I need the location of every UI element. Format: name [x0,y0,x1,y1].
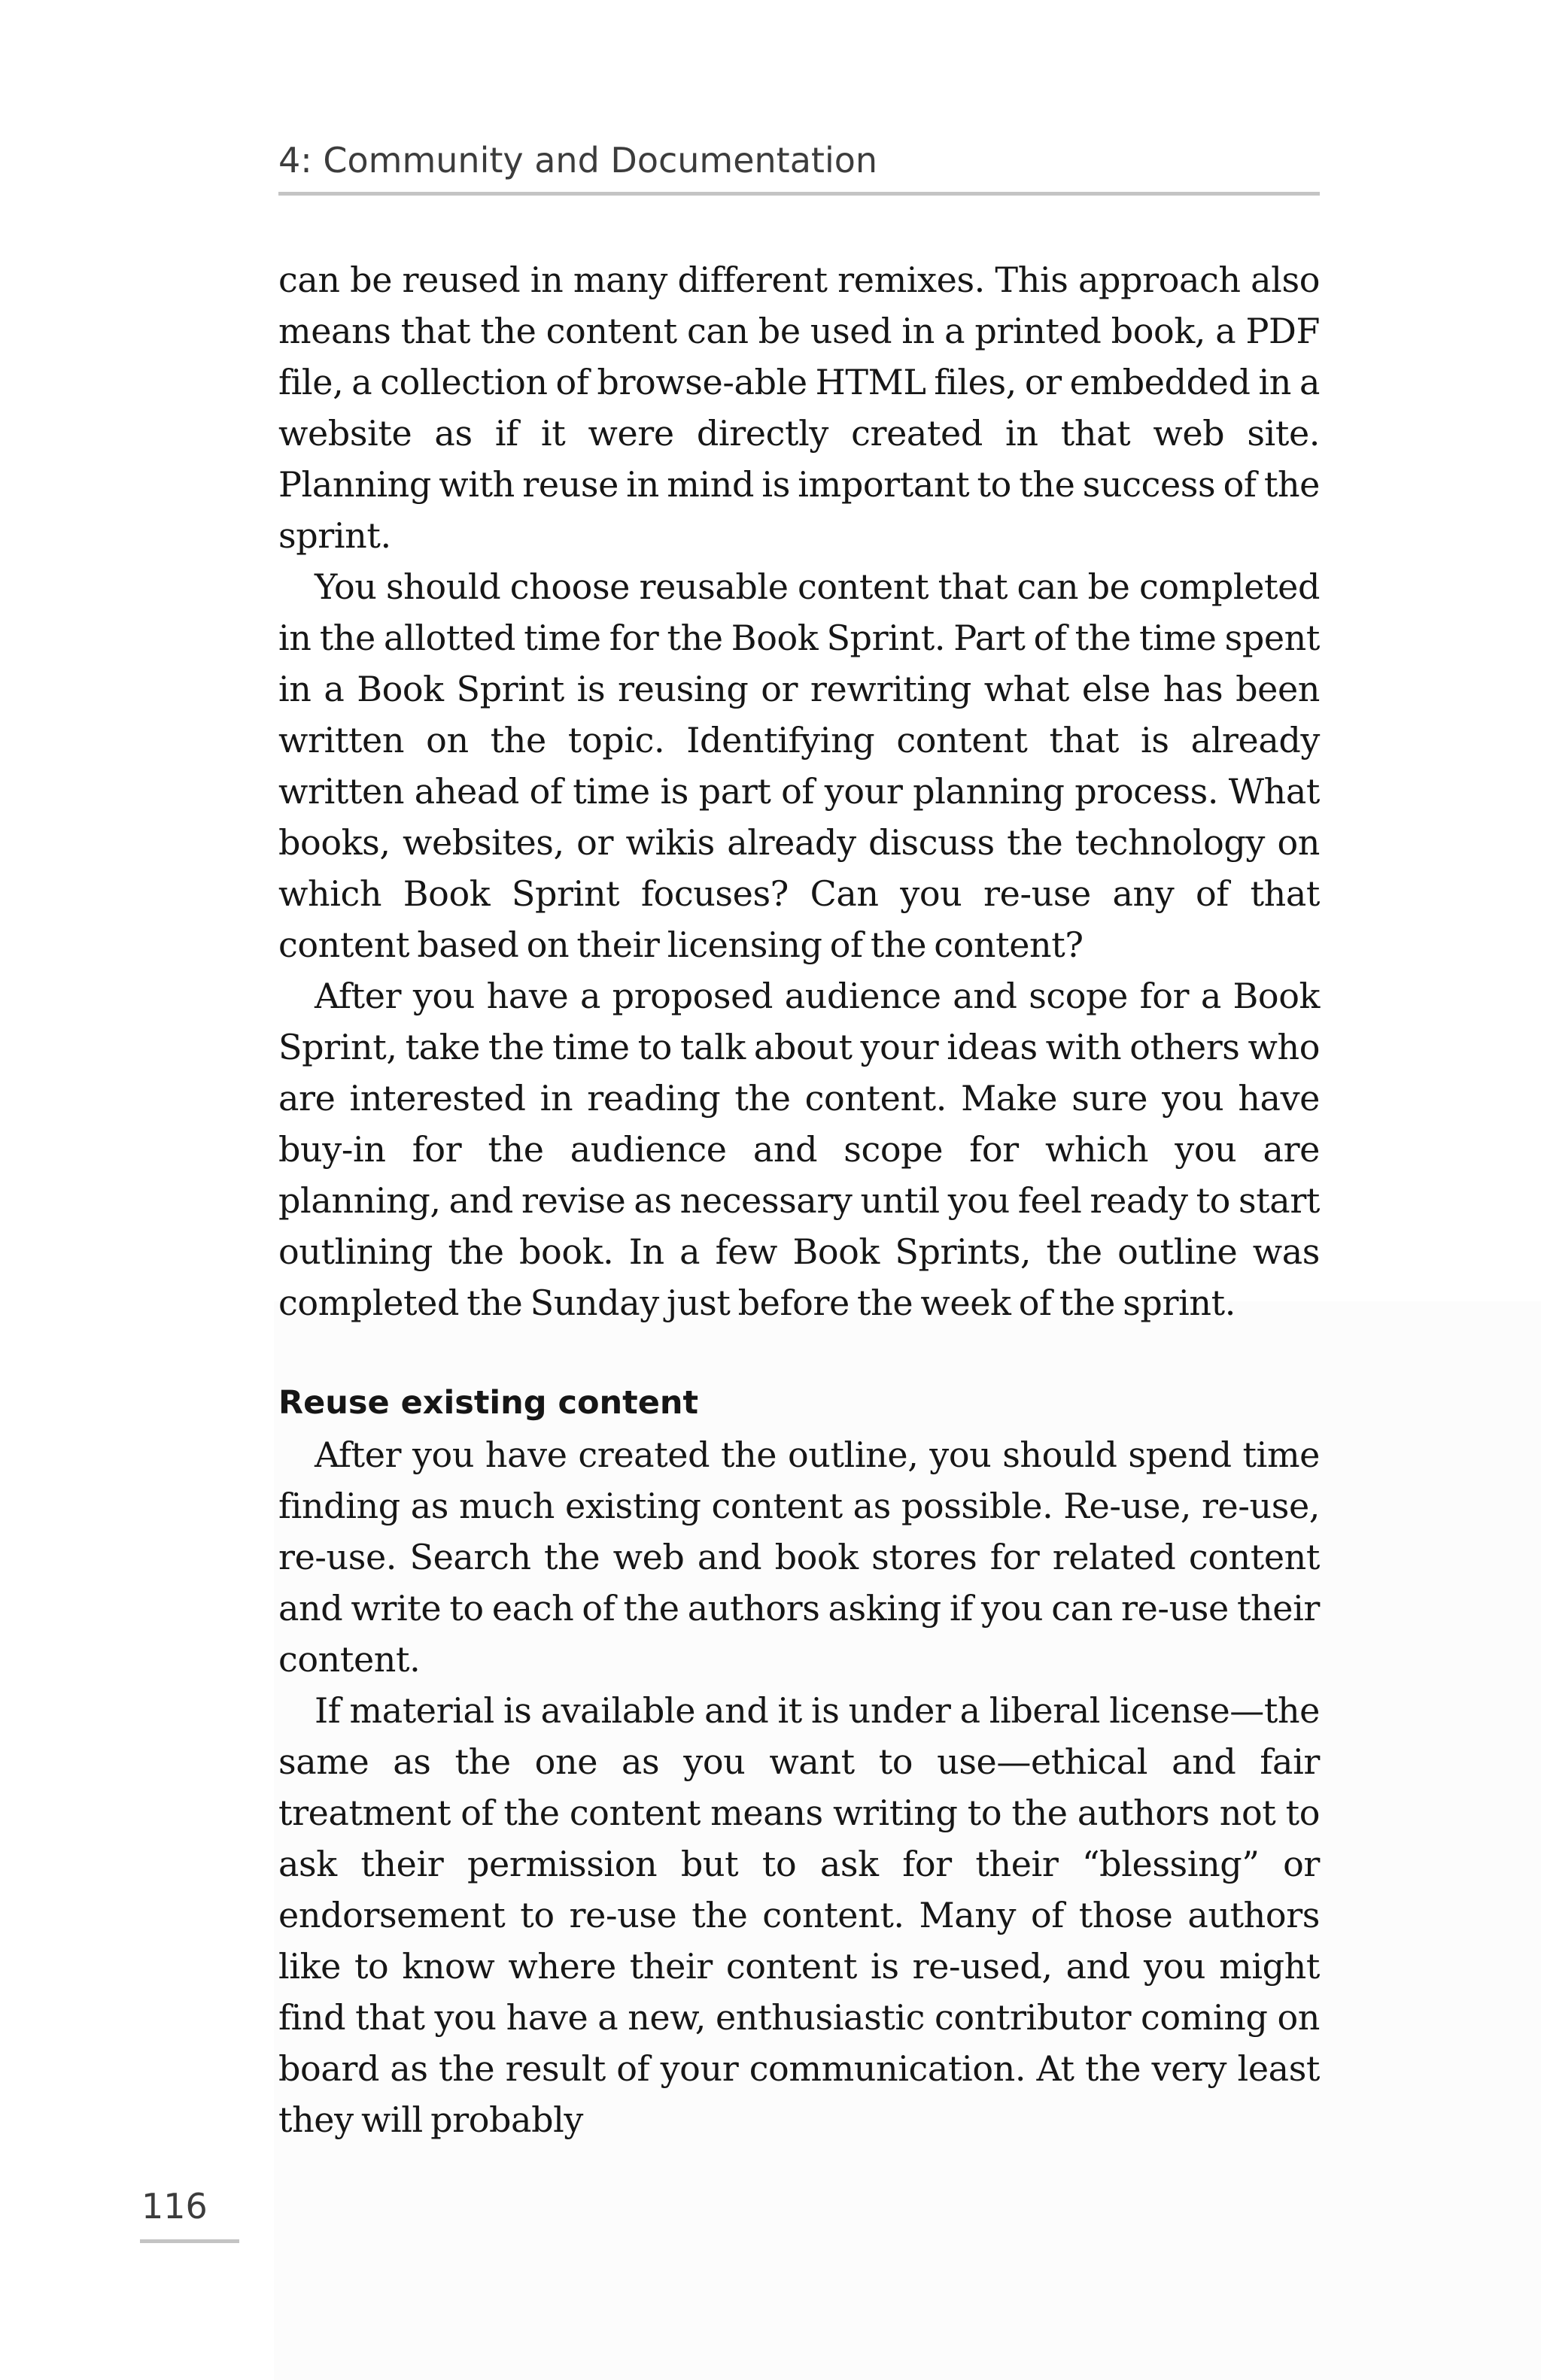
page-number [140,2181,239,2243]
section-heading: Reuse existing content [278,1384,699,1422]
paragraph: After you have a proposed audience and scope for a Book Sprint, take the time to talk about your ideas with others who are interested in reading the content. Make sure you have buy-in for the audience and scope for which you are planning, and revise as necessary until you feel ready to start outlining the book. In a few Book Sprints, the outline was completed the Sunday just before the week of the sprint. [278,976,1320,1323]
paragraph: can be reused in many different remixes. This approach also means that the content can be used in a printed book, a PDF file, a collection of browse-able HTML files, or embedded in a website as if it were directly created in that web site. Planning with reuse in mind is important to the success of the sprint. [278,260,1320,556]
page-number-text: 116 [141,2186,208,2227]
paragraph: You should choose reusable content that can be completed in the allotted time for the Book Sprint. Part of the time spent in a Book Sprint is reusing or rewriting what else has been written on the topic. Identifying content that is already written ahead of time is part of your planning process. What books, websites, or wikis already discuss the technology on which Book Sprint focuses? Can you re-use any of that content based on their licensing of the content? [278,566,1320,965]
paragraph: After you have created the outline, you should spend time finding as much existing content as possible. Re-use, re-use, re-use. Search the web and book stores for related content and write to each of the authors asking if you can re-use their content. [278,1434,1320,1680]
body-text [278,254,1320,2145]
paragraph: If material is available and it is under a liberal license—the same as the one as you want to use—ethical and fair treatment of the content means writing to the authors not to ask their permission but to ask for their “blessing” or endorsement to re-use the content. Many of those authors like to know where their content is re-used, and you might find that you have a new, enthusiastic contributor coming on board as the result of your communication. At the very least they will probably [278,1690,1320,2140]
running-header [278,135,1320,196]
running-header-text: 4: Community and Documentation [278,140,878,181]
